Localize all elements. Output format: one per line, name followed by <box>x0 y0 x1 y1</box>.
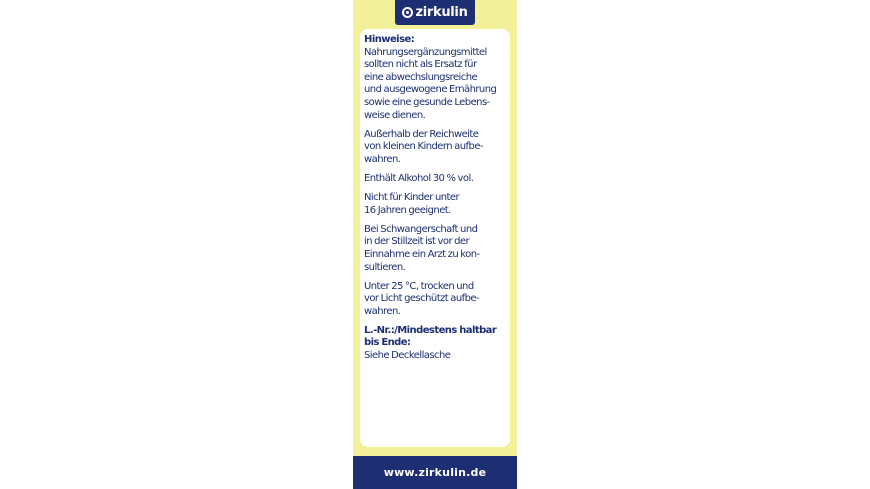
text-line: Enthält Alkohol 30 % vol. <box>364 172 474 184</box>
batch-heading: bis Ende: <box>364 337 411 349</box>
notes-heading: Hinweise: <box>364 34 415 45</box>
notes-section-storage <box>364 281 507 319</box>
product-label <box>353 0 517 489</box>
text-line: 16 Jahren geeignet. <box>364 204 451 216</box>
zirkulin-logo-mark-icon <box>402 7 413 18</box>
notes-section-reach <box>364 129 507 167</box>
text-line: sowie eine gesunde Lebens- <box>364 96 490 108</box>
website-footer <box>353 456 517 489</box>
batch-heading: L.-Nr.:/Mindestens haltbar <box>364 324 497 336</box>
text-line: sultieren. <box>364 261 406 273</box>
text-line: Einnahme ein Arzt zu kon- <box>364 248 480 260</box>
text-line: in der Stillzeit ist vor der <box>364 236 470 248</box>
text-line: Außerhalb der Reichweite <box>364 128 479 140</box>
text-line: und ausgewogene Ernährung <box>364 84 497 96</box>
text-line: Bei Schwangerschaft und <box>364 223 478 235</box>
text-line: weise dienen. <box>364 109 426 121</box>
notes-panel <box>360 29 510 447</box>
batch-value: Siehe Deckellasche <box>364 350 451 362</box>
text-line: Unter 25 °C, trocken und <box>364 280 474 292</box>
text-line: sollten nicht als Ersatz für <box>364 59 477 71</box>
text-line: vor Licht geschützt aufbe- <box>364 293 480 305</box>
text-line: wahren. <box>364 153 401 165</box>
text-line: wahren. <box>364 305 401 317</box>
notes-section-alcohol <box>364 173 507 186</box>
brand-name: zirkulin <box>415 5 468 20</box>
notes-section-general <box>364 34 507 122</box>
brand-logo <box>395 0 475 25</box>
notes-section-batch <box>364 325 507 363</box>
notes-section-pregnancy <box>364 224 507 274</box>
text-line: Nicht für Kinder unter <box>364 192 460 204</box>
notes-section-children <box>364 192 507 217</box>
text-line: von kleinen Kindern aufbe- <box>364 141 483 153</box>
text-line: eine abwechslungsreiche <box>364 71 478 83</box>
text-line: Nahrungsergänzungsmittel <box>364 46 487 58</box>
website-url: www.zirkulin.de <box>383 466 487 479</box>
